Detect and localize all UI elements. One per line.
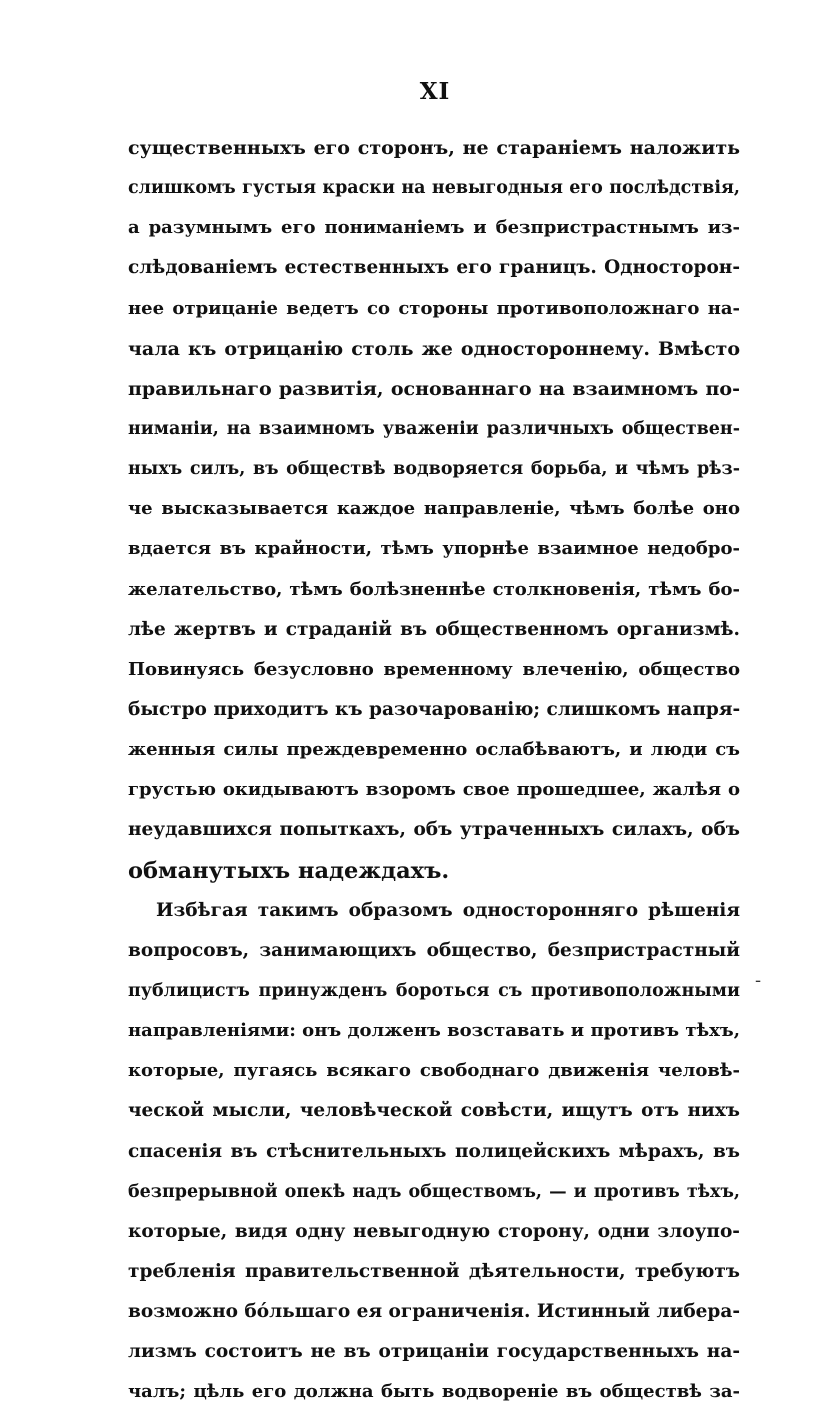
body-text bbox=[128, 128, 740, 1413]
text-line: лѣе жертвъ и страданій въ общественномъ организмѣ. bbox=[128, 618, 740, 640]
text-line: Повинуясь безусловно временному влеченію, общество bbox=[128, 658, 740, 680]
text-line: слѣдованіемъ естественныхъ его границъ. Односторон- bbox=[128, 257, 740, 279]
text-line: ниманіи, на взаимномъ уваженіи различныхъ обществен- bbox=[128, 418, 740, 439]
text-line: че высказывается каждое направленіе, чѣмъ болѣе оно bbox=[128, 498, 740, 520]
text-line: безпрерывной опекѣ надъ обществомъ, — и противъ тѣхъ, bbox=[128, 1181, 740, 1202]
text-line: неудавшихся попыткахъ, объ утраченныхъ силахъ, объ bbox=[128, 819, 740, 841]
text-line: чалъ; цѣль его должна быть водвореніе въ обществѣ за- bbox=[128, 1381, 740, 1403]
text-line: нее отрицаніе ведетъ со стороны противоположнаго на- bbox=[128, 297, 740, 319]
text-line: лизмъ состоитъ не въ отрицаніи государственныхъ на- bbox=[128, 1341, 740, 1363]
page-number: XI bbox=[419, 78, 451, 105]
text-line: чала къ отрицанію столь же одностороннему. Вмѣсто bbox=[128, 337, 740, 360]
text-line: быстро приходитъ къ разочарованію; слишкомъ напря- bbox=[128, 698, 740, 720]
text-line: спасенія въ стѣснительныхъ полицейскихъ мѣрахъ, въ bbox=[128, 1140, 740, 1162]
text-line: существенныхъ его сторонъ, не стараніемъ наложить bbox=[128, 137, 740, 159]
paragraph-end-line: обманутыхъ надеждахъ. bbox=[128, 857, 450, 884]
margin-mark: - bbox=[755, 970, 762, 991]
text-line: вдается въ крайности, тѣмъ упорнѣе взаимное недобро- bbox=[128, 538, 740, 560]
text-line: вопросовъ, занимающихъ общество, безпристрастный bbox=[128, 939, 740, 961]
text-line: ныхъ силъ, въ обществѣ водворяется борьба, и чѣмъ рѣз- bbox=[128, 459, 740, 480]
text-line: возможно бóльшаго ея ограниченія. Истинный либера- bbox=[128, 1301, 740, 1323]
text-line: требленія правительственной дѣятельности, требуютъ bbox=[128, 1260, 740, 1282]
text-line: правильнаго развитія, основаннаго на взаимномъ по- bbox=[128, 377, 740, 400]
text-line: которые, пугаясь всякаго свободнаго движенія человѣ- bbox=[128, 1060, 740, 1082]
text-line: которые, видя одну невыгодную сторону, одни злоупо- bbox=[128, 1220, 740, 1242]
text-line: публицистъ принужденъ бороться съ противоположными bbox=[128, 980, 740, 1001]
text-line: грустью окидываютъ взоромъ свое прошедшее, жалѣя о bbox=[128, 779, 740, 801]
text-line: женныя силы преждевременно ослабѣваютъ, и люди съ bbox=[128, 739, 740, 761]
text-line: желательство, тѣмъ болѣзненнѣе столкновенія, тѣмъ бо- bbox=[128, 578, 740, 600]
text-line: направленіями: онъ долженъ возставать и противъ тѣхъ, bbox=[128, 1020, 740, 1042]
text-line: ческой мысли, человѣческой совѣсти, ищутъ отъ нихъ bbox=[128, 1100, 740, 1122]
text-line: слишкомъ густыя краски на невыгодныя его послѣдствія, bbox=[128, 178, 740, 199]
paragraph-start-line: Избѣгая такимъ образомъ односторонняго рѣшенія bbox=[156, 899, 740, 921]
text-line: а разумнымъ его пониманіемъ и безпристрастнымъ из- bbox=[128, 217, 740, 239]
